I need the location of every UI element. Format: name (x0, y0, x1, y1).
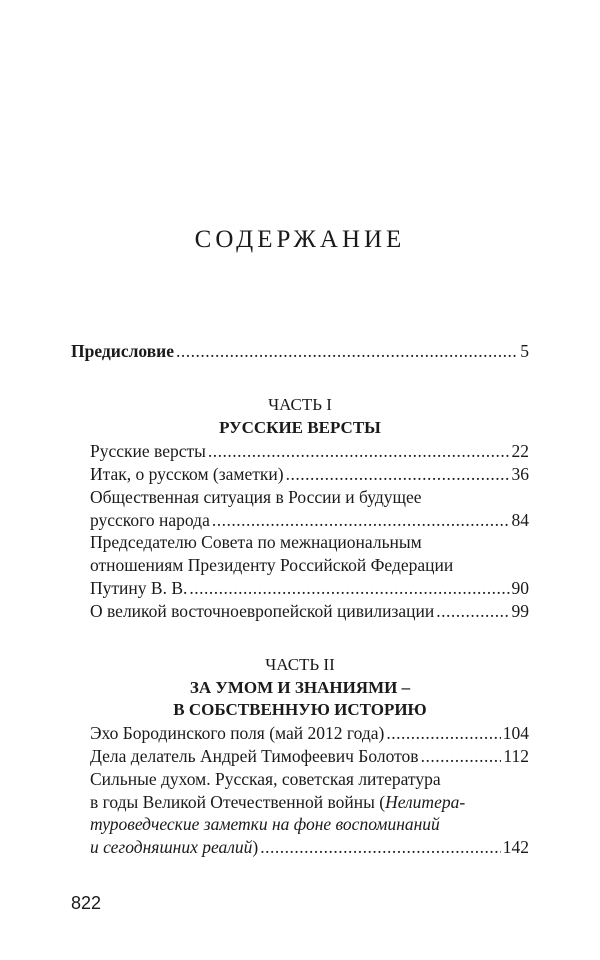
toc-entry-label: русского народа (90, 510, 210, 530)
toc-entry-line: Председателю Совета по межнациональным (90, 532, 422, 552)
dot-leader (212, 509, 510, 531)
section-title: РУССКИЕ ВЕРСТЫ (219, 418, 381, 437)
dot-leader (208, 440, 510, 462)
toc-entry-page: 104 (502, 723, 529, 743)
toc-entry-label: Путину В. В. (90, 578, 188, 598)
toc-entry-page: 22 (511, 441, 529, 461)
toc-entry-italic: туроведческие заметки на фоне воспоминаний (90, 814, 440, 834)
toc-entry-page: 36 (511, 464, 529, 484)
toc-entry-page: 84 (511, 510, 529, 530)
toc-entry-label (90, 836, 258, 858)
toc-entry[interactable] (90, 509, 529, 531)
toc-entry-page: 90 (511, 578, 529, 598)
section-title-line: В СОБСТВЕННУЮ ИСТОРИЮ (173, 700, 427, 719)
toc-entry-line (90, 791, 465, 813)
toc-entry[interactable] (90, 745, 529, 767)
toc-entry-text: в годы Великой Отечественной войны ( (90, 792, 386, 812)
toc-entry[interactable] (90, 463, 529, 485)
dot-leader (386, 722, 500, 744)
dot-leader (421, 745, 502, 767)
dot-leader (176, 340, 518, 362)
toc-entry[interactable] (90, 600, 529, 622)
toc-entry[interactable] (90, 836, 529, 858)
toc-entry-label: Эхо Бородинского поля (май 2012 года) (90, 723, 385, 743)
toc-entry-italic: Нелитера- (385, 792, 466, 812)
part-label: ЧАСТЬ I (268, 395, 332, 414)
toc-entry-label: Итак, о русском (заметки) (90, 464, 284, 484)
toc-entry-page: 142 (502, 837, 529, 857)
toc-entry-line: отношениям Президенту Российской Федерации (90, 555, 454, 575)
dot-leader (286, 463, 510, 485)
part-label: ЧАСТЬ II (265, 655, 335, 674)
toc-entry-line: Общественная ситуация в России и будущее (90, 487, 422, 507)
section-title-line: ЗА УМОМ И ЗНАНИЯМИ – (189, 678, 411, 697)
toc-entry-line (90, 813, 440, 835)
toc-entry-page: 5 (520, 341, 529, 361)
toc-entry-label: Предисловие (71, 341, 175, 361)
toc-entry-text: ) (252, 837, 259, 857)
toc-entry-page: 112 (503, 746, 529, 766)
toc-entry-line: Сильные духом. Русская, советская литература (90, 769, 441, 789)
toc-entry[interactable] (90, 722, 529, 744)
toc-entry[interactable] (90, 440, 529, 462)
page-number: 822 (71, 893, 102, 913)
toc-entry-italic: и сегодняшних реалий (90, 837, 253, 857)
toc-entry-page: 99 (511, 601, 529, 621)
page-title: СОДЕРЖАНИЕ (194, 226, 406, 253)
toc-entry-preface[interactable] (71, 340, 529, 362)
toc-entry-label: Дела делатель Андрей Тимофеевич Болотов (90, 746, 419, 766)
dot-leader (189, 577, 509, 599)
dot-leader (436, 600, 509, 622)
dot-leader (260, 836, 501, 858)
toc-entry-label: Русские версты (90, 441, 206, 461)
toc-entry[interactable] (90, 577, 529, 599)
toc-entry-label: О великой восточноевропейской цивилизации (90, 601, 435, 621)
